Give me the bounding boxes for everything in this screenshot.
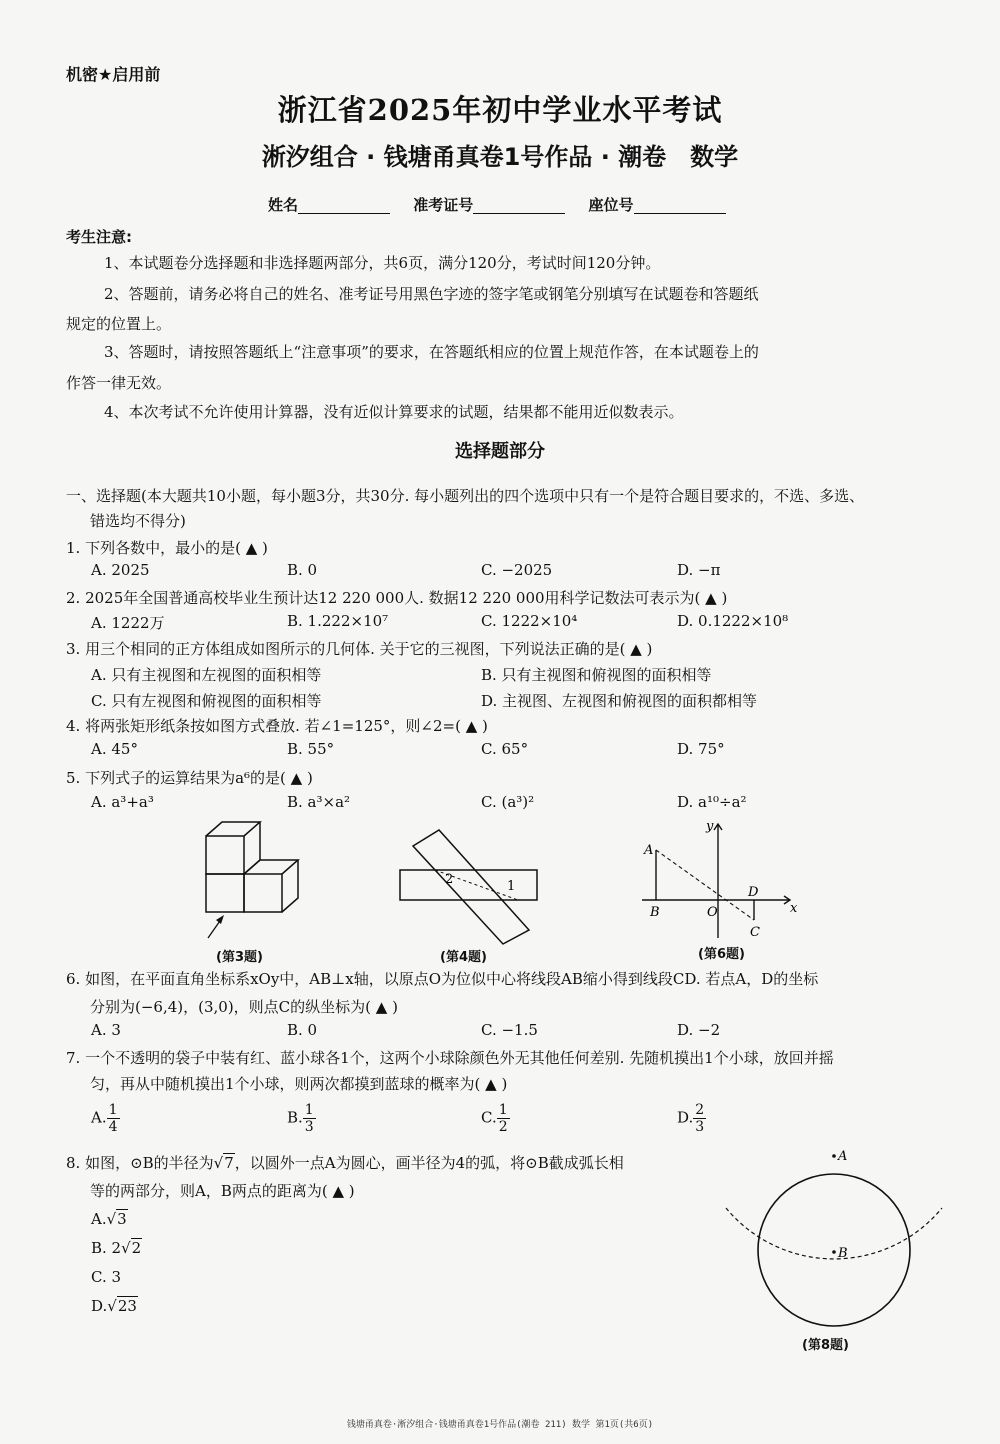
q6-stem-1: 6. 如图，在平面直角坐标系xOy中，AB⊥x轴，以原点O为位似中心将线段AB缩小得到线段CD. 若点A，D的坐标	[66, 970, 819, 988]
figure-6-point-b: B	[650, 905, 660, 920]
q7-option-c[interactable]	[481, 1102, 510, 1135]
figure-6-coordinate-plane	[640, 816, 810, 946]
q7-d-denominator: 3	[695, 1119, 705, 1135]
q8-a-radicand: 3	[117, 1210, 127, 1228]
q7-option-a-letter: A.	[91, 1108, 107, 1127]
q8-radius-radicand: 7	[224, 1154, 234, 1172]
q1-option-d[interactable]: D. −π	[677, 561, 721, 579]
subtitle-text: 淅汐组合 · 钱塘甬真卷1号作品 · 潮卷	[261, 143, 667, 171]
q8-stem-1b: ，以圆外一点A为圆心，画半径为4的弧，将⊙B截成弧长相	[234, 1154, 624, 1172]
q1-stem: 1. 下列各数中，最小的是( ▲ )	[66, 539, 268, 557]
figure-6-caption: (第6题)	[698, 947, 745, 962]
q7-c-denominator: 2	[498, 1119, 508, 1135]
q5-option-b[interactable]: B. a³×a²	[287, 793, 351, 811]
q7-option-d-fraction	[693, 1102, 706, 1135]
figure-4-angle-2: 2	[445, 872, 454, 887]
exam-title: 浙江省2025年初中学业水平考试	[277, 93, 723, 127]
q4-option-b[interactable]: B. 55°	[287, 740, 335, 758]
q7-option-a[interactable]	[91, 1102, 120, 1135]
notes-title: 考生注意:	[66, 228, 132, 246]
q4-option-c[interactable]: C. 65°	[481, 740, 529, 758]
q2-option-b[interactable]: B. 1.222×10⁷	[287, 612, 389, 630]
q7-stem-2: 匀，再从中随机摸出1个小球，则两次都摸到蓝球的概率为( ▲ )	[90, 1075, 508, 1093]
q2-stem: 2. 2025年全国普通高校毕业生预计达12 220 000人. 数据12 220 000用科学记数法可表示为( ▲ )	[66, 589, 728, 607]
candidate-fields	[268, 194, 744, 215]
q3-option-c[interactable]: C. 只有左视图和俯视图的面积相等	[91, 692, 322, 710]
q7-option-c-fraction	[497, 1102, 510, 1135]
seat-label: 座位号	[588, 196, 634, 214]
q7-option-a-fraction	[107, 1102, 120, 1135]
note-3a: 3、答题时，请按照答题纸上“注意事项”的要求，在答题纸相应的位置上规范作答，在本试题卷上的	[104, 343, 759, 361]
q1-option-c[interactable]: C. −2025	[481, 561, 553, 579]
q3-stem: 3. 用三个相同的正方体组成如图所示的几何体. 关于它的三视图，下列说法正确的是( ▲ )	[66, 640, 653, 658]
q7-c-numerator: 1	[498, 1102, 508, 1118]
q6-option-a[interactable]: A. 3	[91, 1021, 121, 1039]
figure-8-circle-arc	[720, 1140, 950, 1340]
figure-6-point-d: D	[748, 885, 759, 900]
q8-option-b[interactable]: B. 2√2	[91, 1239, 142, 1257]
q7-option-b-fraction	[303, 1102, 316, 1135]
q8-option-a[interactable]: A.√3	[91, 1210, 127, 1228]
q8-stem-1a: 8. 如图，⊙B的半径为	[66, 1154, 214, 1172]
note-4: 4、本次考试不允许使用计算器，没有近似计算要求的试题，结果都不能用近似数表示。	[104, 403, 684, 421]
q8-stem-1: 8. 如图，⊙B的半径为√7，以圆外一点A为圆心，画半径为4的弧，将⊙B截成弧长相	[66, 1154, 624, 1172]
q7-b-denominator: 3	[304, 1119, 314, 1135]
note-2b: 规定的位置上。	[66, 315, 172, 333]
q7-option-b[interactable]	[287, 1102, 316, 1135]
figure-4-angle-1: 1	[507, 879, 516, 894]
q2-option-d[interactable]: D. 0.1222×10⁸	[677, 612, 789, 630]
q5-option-d[interactable]: D. a¹⁰÷a²	[677, 793, 747, 811]
q8-d-radicand: 23	[117, 1297, 137, 1315]
q7-a-denominator: 4	[108, 1119, 118, 1135]
section-title: 选择题部分	[455, 441, 545, 462]
exam-subtitle	[0, 137, 1000, 172]
q7-option-b-letter: B.	[287, 1108, 303, 1127]
q6-option-d[interactable]: D. −2	[677, 1021, 721, 1039]
q8-option-d-letter: D.	[91, 1297, 108, 1315]
q8-stem-2: 等的两部分，则A，B两点的距离为( ▲ )	[90, 1182, 355, 1200]
figure-8-point-b: B	[838, 1246, 848, 1261]
q4-stem: 4. 将两张矩形纸条按如图方式叠放. 若∠1=125°，则∠2=( ▲ )	[66, 717, 488, 735]
q4-option-a[interactable]: A. 45°	[91, 740, 138, 758]
q1-option-a[interactable]: A. 2025	[91, 561, 150, 579]
q8-b-radicand: 2	[131, 1239, 142, 1257]
q6-option-b[interactable]: B. 0	[287, 1021, 318, 1039]
q5-stem: 5. 下列式子的运算结果为a⁶的是( ▲ )	[66, 769, 313, 787]
page-footer: 钱塘甬真卷·淅汐组合·钱塘甬真卷1号作品(潮卷 211) 数学 第1页(共6页)	[346, 1420, 654, 1430]
figure-4-caption: (第4题)	[440, 950, 487, 965]
figure-6-point-c: C	[750, 925, 760, 940]
part1-instruction-2: 错选均不得分)	[90, 512, 186, 530]
figure-3-caption: (第3题)	[216, 950, 263, 965]
q7-option-c-letter: C.	[481, 1108, 497, 1127]
id-blank[interactable]	[473, 197, 565, 214]
q7-d-numerator: 2	[695, 1102, 705, 1118]
q5-option-c[interactable]: C. (a³)²	[481, 793, 535, 811]
seat-blank[interactable]	[634, 197, 726, 214]
q2-option-a[interactable]: A. 1222万	[91, 614, 165, 632]
q7-b-numerator: 1	[304, 1102, 314, 1118]
q8-option-b-letter: B. 2	[91, 1239, 122, 1257]
confidential-label: 机密★启用前	[66, 65, 161, 84]
id-label: 准考证号	[413, 196, 474, 214]
part1-instruction-1: 一、选择题(本大题共10小题，每小题3分，共30分. 每小题列出的四个选项中只有一个是符合题目要求的，不选、多选、	[66, 487, 865, 505]
q3-option-b[interactable]: B. 只有主视图和俯视图的面积相等	[481, 666, 712, 684]
q6-stem-2: 分别为(−6,4)，(3,0)，则点C的纵坐标为( ▲ )	[90, 998, 398, 1016]
q8-option-a-letter: A.	[91, 1210, 107, 1228]
note-3b: 作答一律无效。	[66, 374, 172, 392]
figure-6-x-axis-label: x	[790, 901, 798, 916]
figure-6-point-a: A	[644, 843, 654, 858]
q7-option-d-letter: D.	[677, 1108, 694, 1127]
name-label: 姓名	[268, 196, 299, 214]
q8-option-d[interactable]: D.√23	[91, 1297, 137, 1315]
q2-option-c[interactable]: C. 1222×10⁴	[481, 612, 578, 630]
q8-option-c[interactable]: C. 3	[91, 1268, 122, 1286]
q7-a-numerator: 1	[108, 1102, 118, 1118]
q4-option-d[interactable]: D. 75°	[677, 740, 725, 758]
figure-8-caption: (第8题)	[802, 1338, 849, 1353]
q3-option-a[interactable]: A. 只有主视图和左视图的面积相等	[91, 666, 322, 684]
figure-3-cubes	[200, 818, 310, 938]
name-blank[interactable]	[298, 197, 390, 214]
q3-option-d[interactable]: D. 主视图、左视图和俯视图的面积都相等	[481, 692, 758, 710]
q6-option-c[interactable]: C. −1.5	[481, 1021, 538, 1039]
figure-8-point-a: A	[838, 1149, 848, 1164]
q5-option-a[interactable]: A. a³+a³	[91, 793, 154, 811]
figure-4-strips	[395, 826, 545, 946]
q1-option-b[interactable]: B. 0	[287, 561, 318, 579]
q7-option-d[interactable]	[677, 1102, 706, 1135]
subject-label: 数学	[690, 143, 739, 171]
figure-6-origin: O	[707, 905, 718, 920]
note-2a: 2、答题前，请务必将自己的姓名、准考证号用黑色字迹的签字笔或钢笔分别填写在试题卷和答题纸	[104, 285, 759, 303]
figure-6-y-axis-label: y	[706, 819, 714, 834]
note-1: 1、本试题卷分选择题和非选择题两部分，共6页，满分120分，考试时间120分钟。	[104, 254, 661, 272]
q7-stem-1: 7. 一个不透明的袋子中装有红、蓝小球各1个，这两个小球除颜色外无其他任何差别. 先随机摸出1个小球，放回并摇	[66, 1049, 834, 1067]
